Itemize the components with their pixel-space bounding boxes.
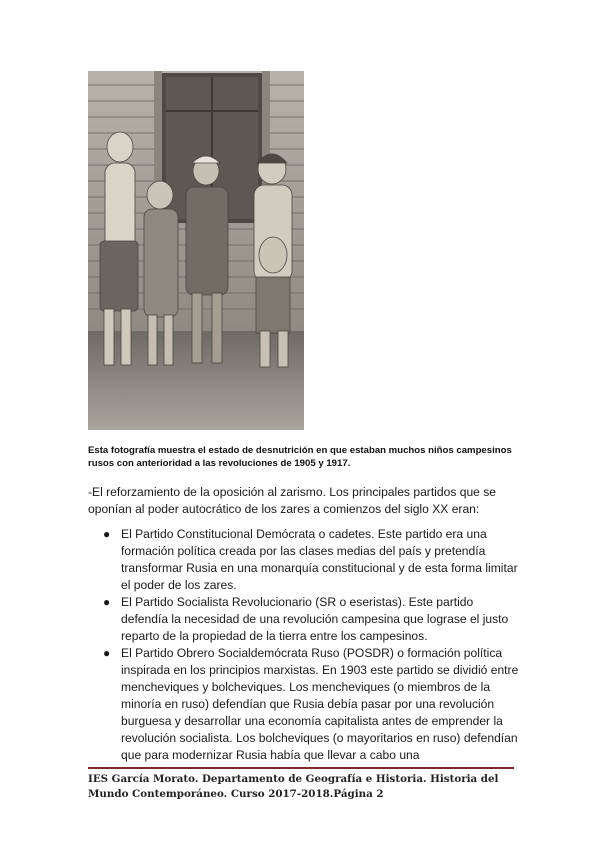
list-item: [88, 594, 520, 645]
intro-paragraph: -El reforzamiento de la oposición al zarismo. Los principales partidos que se oponían al poder autocrático de los zares a comienzos del siglo XX eran:: [88, 485, 497, 516]
list-item: [88, 526, 520, 594]
bullet-icon: ●: [103, 595, 111, 609]
bullet-icon: ●: [103, 646, 111, 660]
historical-photograph: [88, 71, 304, 430]
list-item-text: El Partido Obrero Socialdemócrata Ruso (POSDR) o formación política inspirada en los principios marxistas. En 1903 este partido se dividió entre mencheviques y bolcheviques. Los mencheviques (o miembros de la minoría en ruso) defendían que Rusia debía pasar por una revolución burguesa y desarrollar una economía capitalista antes de emprender la revolución socialista. Los bolcheviques (o mayoritarios en ruso) defendían que para modernizar Rusia había que llevar a cabo una: [121, 646, 519, 762]
page-footer: IES García Morato. Departamento de Geografía e Historia. Historia del Mundo Contemporáneo. Curso 2017-2018.Página 2: [88, 773, 499, 800]
photo-caption: [88, 444, 518, 470]
list-item-text: El Partido Constitucional Demócrata o cadetes. Este partido era una formación política creada por las clases medias del país y pretendía transformar Rusia en una monarquía constitucional y de esta forma limitar el poder de los zares.: [121, 527, 518, 592]
parties-list: [88, 526, 520, 764]
caption-text: Esta fotografía muestra el estado de desnutrición en que estaban muchos niños campesinos rusos con anterioridad a las revoluciones de 1905 y 1917.: [88, 445, 512, 469]
footer-divider: [88, 767, 514, 769]
list-item-text: El Partido Socialista Revolucionario (SR o eseristas). Este partido defendía la necesidad de una revolución campesina que lograse el justo reparto de la propiedad de la tierra entre los campesinos.: [121, 595, 509, 643]
list-item: [88, 645, 520, 764]
photograph-children-icon: [88, 71, 304, 430]
bullet-icon: ●: [103, 527, 111, 541]
